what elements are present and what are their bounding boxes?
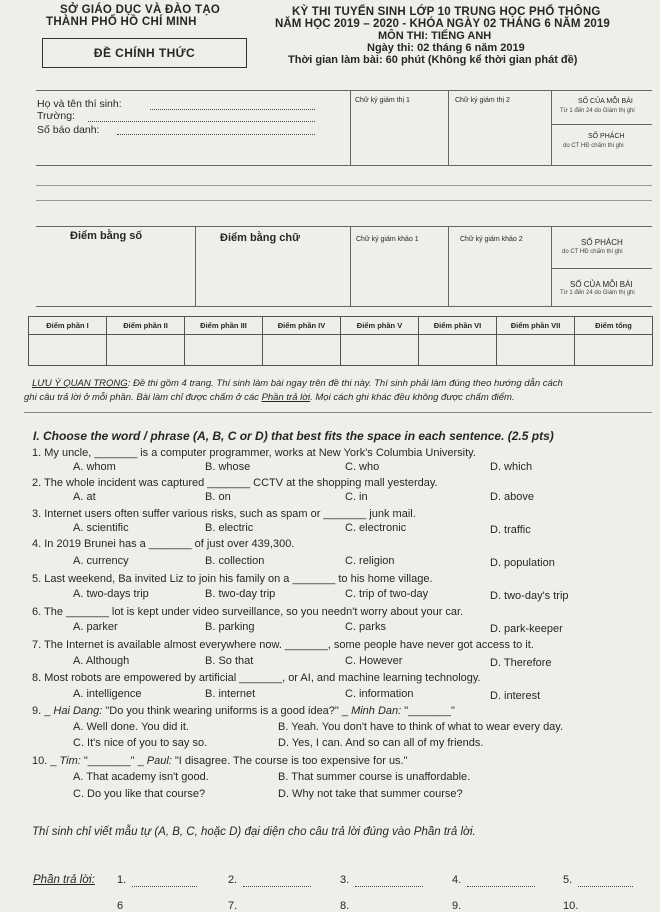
score-header-part-2: Điểm phần II	[107, 317, 185, 335]
question-6-option-d: D. park-keeper	[490, 623, 563, 635]
score-cell[interactable]	[575, 335, 653, 366]
question-10-line-2: "I disagree. The course is too expensive for us."	[171, 755, 408, 767]
question-2-option-d: D. above	[490, 491, 535, 503]
divider	[195, 226, 196, 306]
score-cell[interactable]	[419, 335, 497, 366]
important-notice-line-2	[24, 392, 515, 403]
divider	[350, 226, 351, 306]
question-5-option-c: C. trip of two-day	[345, 588, 429, 600]
grading-paper-number-note: Từ 1 đến 24 do Giám thị ghi	[560, 290, 635, 296]
question-7-option-b: B. So that	[205, 655, 254, 667]
score-cell[interactable]	[185, 335, 263, 366]
score-header-part-3: Điểm phần III	[185, 317, 263, 335]
divider	[36, 306, 652, 307]
answer-section-label: Phần trả lời:	[33, 874, 95, 886]
question-8-option-d: D. interest	[490, 690, 541, 702]
notice-text: . Mọi cách ghi khác đều không được chấm điểm.	[310, 392, 515, 403]
cut-line	[36, 200, 652, 201]
speaker-hai-dang: Hai Dang:	[53, 705, 103, 717]
school-field[interactable]	[88, 121, 315, 122]
candidate-number-label: Số báo danh:	[37, 124, 100, 136]
score-cell[interactable]	[497, 335, 575, 366]
question-3-option-a: A. scientific	[73, 522, 129, 534]
notice-text: ghi câu trả lời ở mỗi phần. Bài làm chỉ được chấm ở các	[24, 392, 262, 403]
question-2-option-a: A. at	[73, 491, 96, 503]
candidate-name-field[interactable]	[150, 109, 315, 110]
question-6-option-b: B. parking	[205, 621, 255, 633]
divider	[36, 226, 652, 227]
answer-5-field[interactable]	[578, 886, 633, 887]
score-cell[interactable]	[107, 335, 185, 366]
question-10-separator: _	[134, 755, 147, 767]
score-text-label: Điểm bằng chữ	[220, 232, 301, 244]
score-cell[interactable]	[29, 335, 107, 366]
question-3-option-c: C. electronic	[345, 522, 407, 534]
score-header-part-1: Điểm phần I	[29, 317, 107, 335]
divider	[551, 124, 652, 125]
question-9-option-c: C. It's nice of you to say so.	[73, 737, 208, 749]
question-10-text	[32, 755, 408, 767]
official-exam-label: ĐỀ CHÍNH THỨC	[93, 46, 196, 60]
question-2-text: 2. The whole incident was captured _______ CCTV at the shopping mall yesterday.	[32, 477, 438, 489]
question-9-line-2: "_______"	[401, 705, 455, 717]
divider	[551, 268, 652, 269]
score-cell[interactable]	[341, 335, 419, 366]
exam-duration: Thời gian làm bài: 60 phút (Không kể thời gian phát đề)	[288, 54, 578, 66]
question-9-option-a: A. Well done. You did it.	[73, 721, 189, 733]
question-7-option-d: D. Therefore	[490, 657, 552, 669]
answer-10-label: 10.	[563, 900, 579, 912]
department-name: SỞ GIÁO DỤC VÀ ĐÀO TẠO	[60, 4, 221, 16]
exam-title: KỲ THI TUYỂN SINH LỚP 10 TRUNG HỌC PHỔ THÔNG	[292, 6, 601, 18]
answer-8-label: 8.	[340, 900, 350, 912]
score-header-part-5: Điểm phần V	[341, 317, 419, 335]
so-phach-label: SỐ PHÁCH	[588, 133, 625, 140]
score-cell[interactable]	[263, 335, 341, 366]
examiner-2-signature-label: Chữ ký giám khảo 2	[460, 236, 523, 243]
candidate-number-field[interactable]	[117, 134, 315, 135]
divider	[36, 165, 652, 166]
answer-section-reference: Phần trả lời	[261, 392, 311, 403]
school-label: Trường:	[37, 110, 76, 122]
question-2-option-b: B. on	[205, 491, 231, 503]
divider	[551, 90, 552, 165]
question-10-number: 10. _	[32, 755, 60, 767]
question-6-text: 6. The _______ lot is kept under video surveillance, so you needn't worry about your car.	[32, 606, 464, 618]
question-10-option-a: A. That academy isn't good.	[73, 771, 209, 783]
important-notice-line-1	[32, 378, 563, 389]
question-4-option-a: A. currency	[73, 555, 129, 567]
question-8-option-c: C. information	[345, 688, 414, 700]
question-7-text: 7. The Internet is available almost everywhere now. _______, some people have never got access to it.	[32, 639, 534, 651]
cut-line	[36, 185, 652, 186]
grading-so-phach-note: do CT HĐ chấm thi ghi	[562, 249, 623, 255]
question-4-text: 4. In 2019 Brunei has a _______ of just over 439,300.	[32, 538, 295, 550]
divider	[350, 90, 351, 165]
question-1-option-a: A. whom	[73, 461, 116, 473]
divider	[36, 90, 652, 91]
question-2-option-c: C. in	[345, 491, 368, 503]
section-score-table	[28, 316, 653, 366]
question-8-text: 8. Most robots are empowered by artificial _______, or AI, and machine learning technology.	[32, 672, 481, 684]
answer-4-label: 4.	[452, 874, 462, 886]
question-10-option-c: C. Do you like that course?	[73, 788, 206, 800]
question-10-option-b: B. That summer course is unaffordable.	[278, 771, 471, 783]
score-header-part-7: Điểm phần VII	[497, 317, 575, 335]
question-10-line-1: "_______"	[80, 755, 135, 767]
question-9-line-1: "Do you think wearing uniforms is a good idea?"	[102, 705, 339, 717]
score-table-value-row	[29, 335, 653, 366]
answer-instruction: Thí sinh chỉ viết mẫu tự (A, B, C, hoặc D) đại diện cho câu trả lời đúng vào Phần trả lời.	[32, 826, 476, 838]
examiner-1-signature-label: Chữ ký giám khảo 1	[356, 236, 419, 243]
question-1-option-c: C. who	[345, 461, 380, 473]
grading-so-phach-label: SỐ PHÁCH	[581, 238, 623, 247]
score-number-label: Điểm bằng số	[70, 230, 143, 242]
question-4-option-b: B. collection	[205, 555, 265, 567]
question-4-option-d: D. population	[490, 557, 555, 569]
score-table-header-row	[29, 317, 653, 335]
exam-year: NĂM HỌC 2019 – 2020 - KHÓA NGÀY 02 THÁNG 6 NĂM 2019	[275, 18, 610, 30]
question-5-text: 5. Last weekend, Ba invited Liz to join his family on a _______ to his home village.	[32, 573, 433, 585]
candidate-name-label: Họ và tên thí sinh:	[37, 98, 122, 110]
official-exam-box	[42, 38, 247, 68]
city-name: THÀNH PHỐ HỒ CHÍ MINH	[46, 16, 197, 28]
supervisor-1-signature-label: Chữ ký giám thị 1	[355, 97, 410, 104]
question-10-option-d: D. Why not take that summer course?	[278, 788, 463, 800]
question-3-option-b: B. electric	[205, 522, 254, 534]
question-8-option-b: B. internet	[205, 688, 256, 700]
score-header-part-6: Điểm phần VI	[419, 317, 497, 335]
question-9-option-b: B. Yeah. You don't have to think of what to wear every day.	[278, 721, 564, 733]
so-phach-note: do CT HĐ chấm thi ghi	[563, 143, 624, 149]
section-1-title: I. Choose the word / phrase (A, B, C or D) that best fits the space in each sentence. (2.5 pts)	[33, 429, 554, 443]
question-6-option-a: A. parker	[73, 621, 118, 633]
exam-date: Ngày thi: 02 tháng 6 năm 2019	[367, 42, 525, 54]
question-1-option-d: D. which	[490, 461, 533, 473]
answer-1-label: 1.	[117, 874, 127, 886]
question-3-text: 3. Internet users often suffer various risks, such as spam or _______ junk mail.	[32, 508, 416, 520]
answer-4-field[interactable]	[467, 886, 535, 887]
score-header-part-4: Điểm phần IV	[263, 317, 341, 335]
question-7-option-c: C. However	[345, 655, 403, 667]
question-4-option-c: C. religion	[345, 555, 395, 567]
question-6-option-c: C. parks	[345, 621, 386, 633]
question-5-option-d: D. two-day's trip	[490, 590, 569, 602]
speaker-paul: Paul:	[146, 755, 172, 767]
question-1-option-b: B. whose	[205, 461, 251, 473]
supervisor-2-signature-label: Chữ ký giám thị 2	[455, 97, 510, 104]
question-9-option-d: D. Yes, I can. And so can all of my friends.	[278, 737, 484, 749]
answer-3-label: 3.	[340, 874, 350, 886]
question-8-option-a: A. intelligence	[73, 688, 142, 700]
divider	[24, 412, 652, 413]
answer-9-label: 9.	[452, 900, 462, 912]
answer-7-label: 7.	[228, 900, 238, 912]
answer-2-field[interactable]	[243, 886, 311, 887]
score-header-total: Điểm tổng	[575, 317, 653, 335]
paper-number-note: Từ 1 đến 24 do Giám thị ghi	[560, 108, 635, 114]
question-9-separator: _	[338, 705, 352, 717]
answer-1-field[interactable]	[132, 886, 197, 887]
speaker-tim: Tim:	[59, 755, 81, 767]
answer-3-field[interactable]	[355, 886, 423, 887]
question-5-option-b: B. two-day trip	[205, 588, 276, 600]
answer-2-label: 2.	[228, 874, 238, 886]
important-notice-label: LƯU Ý QUAN TRỌNG	[32, 378, 128, 389]
grading-paper-number-label: SỐ CỦA MỖI BÀI	[570, 280, 633, 289]
speaker-minh-dan: Minh Dan:	[351, 705, 402, 717]
answer-6-label: 6	[117, 900, 124, 912]
divider	[448, 90, 449, 165]
divider	[448, 226, 449, 306]
question-1-text: 1. My uncle, _______ is a computer programmer, works at New York's Columbia University.	[32, 447, 476, 459]
question-9-text	[32, 705, 455, 717]
exam-subject: MÔN THI: TIẾNG ANH	[378, 30, 492, 42]
question-9-number: 9. _	[32, 705, 54, 717]
question-3-option-d: D. traffic	[490, 524, 531, 536]
divider	[551, 226, 552, 306]
notice-text: : Đề thi gồm 4 trang. Thí sinh làm bài ngay trên đề thi này. Thí sinh phải làm đúng theo hướng dẫn cách	[127, 378, 563, 389]
paper-number-label: SỐ CỦA MỖI BÀI	[578, 98, 633, 105]
answer-5-label: 5.	[563, 874, 573, 886]
question-7-option-a: A. Although	[73, 655, 130, 667]
question-5-option-a: A. two-days trip	[73, 588, 149, 600]
